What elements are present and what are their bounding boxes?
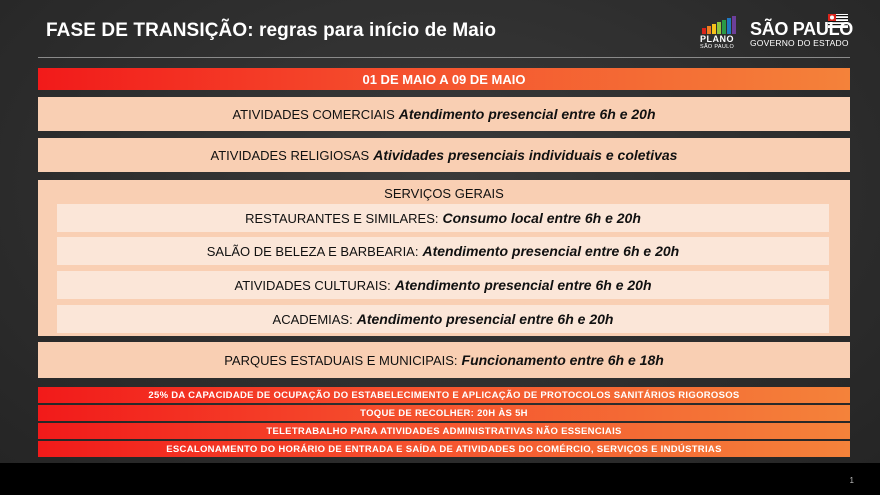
sector-rule: Funcionamento entre 6h e 18h: [461, 352, 664, 368]
rule-curfew: TOQUE DE RECOLHER: 20H ÀS 5H: [38, 405, 850, 421]
sector-rule: Atendimento presencial entre 6h e 20h: [398, 106, 656, 122]
governo-sao-paulo-logo: [750, 14, 858, 52]
services-title: SERVIÇOS GERAIS: [384, 186, 504, 201]
sp-logo-sub: GOVERNO DO ESTADO: [750, 38, 849, 48]
sector-label: ATIVIDADES COMERCIAIS: [232, 106, 395, 122]
footer-bar: [0, 463, 880, 495]
sector-label: ATIVIDADES RELIGIOSAS: [210, 147, 370, 163]
bar-chart-icon: [702, 16, 734, 34]
sector-row-commercial: [38, 97, 850, 131]
rule-staggered-hours: ESCALONAMENTO DO HORÁRIO DE ENTRADA E SAÍDA DE ATIVIDADES DO COMÉRCIO, SERVIÇOS E INDÚSTRIAS: [38, 441, 850, 457]
logo-bar: [717, 22, 721, 34]
service-label: ATIVIDADES CULTURAIS:: [234, 277, 391, 293]
service-label: ACADEMIAS:: [272, 311, 353, 327]
logo-bar: [732, 16, 736, 34]
plano-logo-name: PLANO: [700, 34, 734, 44]
service-rule: Atendimento presencial entre 6h e 20h: [394, 277, 652, 293]
service-label: RESTAURANTES E SIMILARES:: [245, 210, 439, 226]
date-range-banner: 01 DE MAIO A 09 DE MAIO: [38, 68, 850, 90]
service-row-cultural: [57, 271, 829, 299]
sector-row-religious: [38, 138, 850, 172]
plano-sao-paulo-logo: [700, 16, 738, 52]
rule-capacity: 25% DA CAPACIDADE DE OCUPAÇÃO DO ESTABELECIMENTO E APLICAÇÃO DE PROTOCOLOS SANITÁRIOS RIGOROSOS: [38, 387, 850, 403]
sp-logo-name: SÃO PAULO: [750, 19, 853, 39]
service-rule: Consumo local entre 6h e 20h: [442, 210, 641, 226]
sector-rule: Atividades presenciais individuais e coletivas: [373, 147, 678, 163]
page-number: 1: [849, 476, 854, 485]
general-services-panel: [38, 180, 850, 336]
logo-bar: [712, 24, 716, 34]
service-rule: Atendimento presencial entre 6h e 20h: [422, 243, 680, 259]
logo-bar: [707, 26, 711, 34]
plano-logo-sub: SÃO PAULO: [700, 44, 735, 50]
rule-telework: TELETRABALHO PARA ATIVIDADES ADMINISTRATIVAS NÃO ESSENCIAIS: [38, 423, 850, 439]
title-divider: [38, 57, 850, 58]
logo-bar: [727, 18, 731, 34]
service-row-salon: [57, 237, 829, 265]
logo-bar: [722, 20, 726, 34]
sector-row-parks: [38, 342, 850, 378]
slide-title: FASE DE TRANSIÇÃO: regras para início de Maio: [46, 20, 497, 41]
service-row-gyms: [57, 305, 829, 333]
service-row-restaurants: [57, 204, 829, 232]
service-rule: Atendimento presencial entre 6h e 20h: [356, 311, 614, 327]
sector-label: PARQUES ESTADUAIS E MUNICIPAIS:: [224, 352, 458, 368]
service-label: SALÃO DE BELEZA E BARBEARIA:: [206, 243, 419, 259]
